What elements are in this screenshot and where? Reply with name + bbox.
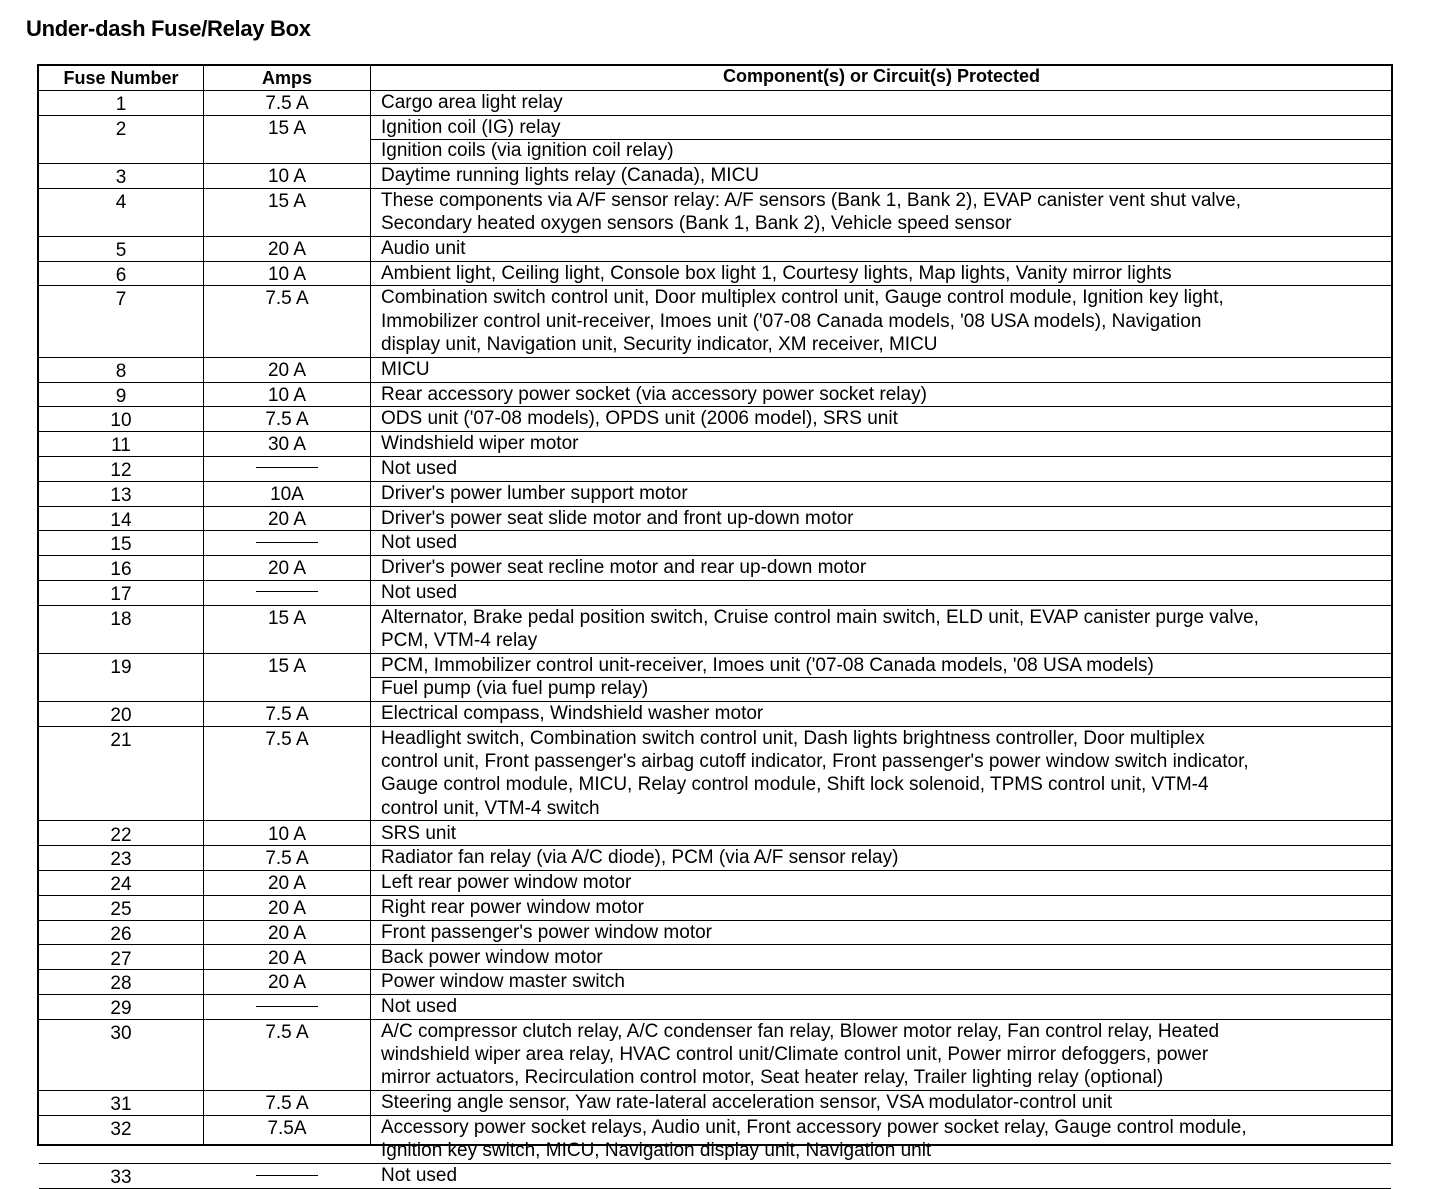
component-text: Rear accessory power socket (via accessory power socket relay) <box>381 383 927 405</box>
fuse-number: 33 <box>110 1167 132 1189</box>
component-text: SRS unit <box>381 822 456 844</box>
dash-line <box>256 591 318 592</box>
table-row <box>39 189 1391 237</box>
fuse-number: 21 <box>110 729 132 751</box>
amps-value: 7.5 A <box>265 1021 309 1043</box>
component-text: These components via A/F sensor relay: A/F sensors (Bank 1, Bank 2), EVAP canister vent shut valve, <box>381 189 1241 211</box>
table-row <box>39 995 1391 1020</box>
amps-value: 15 A <box>267 117 307 139</box>
table-row <box>39 556 1391 581</box>
amps-value: 7.5 A <box>265 704 309 725</box>
component-text: Radiator fan relay (via A/C diode), PCM (via A/F sensor relay) <box>381 847 899 869</box>
amps-value: 7.5 A <box>265 409 309 431</box>
amps-value: 20 A <box>267 558 307 580</box>
amps-value: 20 A <box>267 947 307 969</box>
fuse-number: 3 <box>115 166 127 188</box>
page-title: Under-dash Fuse/Relay Box <box>26 16 311 41</box>
dash-line <box>256 1175 318 1176</box>
fuse-number: 10 <box>110 410 132 432</box>
table-row <box>39 702 1391 727</box>
component-text: A/C compressor clutch relay, A/C condenser fan relay, Blower motor relay, Fan control relay, Heated <box>381 1020 1220 1042</box>
fuse-number: 12 <box>110 460 132 481</box>
component-text: control unit, Front passenger's airbag cutoff indicator, Front passenger's power window switch indicator, <box>381 751 1249 773</box>
table-row <box>39 383 1391 408</box>
component-text: PCM, VTM-4 relay <box>381 630 538 652</box>
component-text: windshield wiper area relay, HVAC control unit/Climate control unit, Power mirror defoggers, power <box>381 1044 1209 1066</box>
component-text: Fuel pump (via fuel pump relay) <box>381 678 649 700</box>
fuse-number: 31 <box>110 1094 132 1116</box>
fuse-number: 5 <box>115 239 127 261</box>
amps-value: 10 A <box>267 165 307 187</box>
component-text: Ignition coils (via ignition coil relay) <box>381 140 674 162</box>
component-text: Secondary heated oxygen sensors (Bank 1, Bank 2), Vehicle speed sensor <box>381 212 1012 234</box>
component-text: Not used <box>381 1165 458 1187</box>
component-text: Windshield wiper motor <box>381 433 579 455</box>
table-row <box>39 654 1391 702</box>
component-text: Headlight switch, Combination switch control unit, Dash lights brightness controller, Door multiplex <box>381 727 1205 749</box>
component-text: Driver's power seat recline motor and rear up-down motor <box>381 557 867 579</box>
component-text: Not used <box>381 582 458 603</box>
component-text: Not used <box>381 458 458 479</box>
table-row <box>39 946 1391 971</box>
unused-dash <box>203 1165 371 1188</box>
component-text: display unit, Navigation unit, Security indicator, XM receiver, MICU <box>381 333 938 355</box>
table-row <box>39 237 1391 262</box>
header-row <box>39 66 1391 91</box>
amps-value: 10 A <box>267 263 307 285</box>
amps-value: 7.5A <box>267 1118 307 1140</box>
table-row <box>39 581 1391 606</box>
amps-value: 15 A <box>267 190 307 212</box>
component-text: Combination switch control unit, Door multiplex control unit, Gauge control module, Ignition key light, <box>381 287 1224 309</box>
amps-value: 7.5 A <box>265 288 309 310</box>
component-text: Ignition key switch, MICU, Navigation display unit, Navigation unit <box>381 1140 932 1162</box>
amps-value: 15 A <box>267 655 307 677</box>
component-text: control unit, VTM-4 switch <box>381 797 600 819</box>
component-text: mirror actuators, Recirculation control motor, Seat heater relay, Trailer lighting relay (optional) <box>381 1067 1164 1089</box>
fuse-number: 20 <box>110 705 132 726</box>
table-row <box>39 507 1391 532</box>
fuse-number: 24 <box>110 874 132 896</box>
fuse-number: 27 <box>110 948 132 970</box>
dash-line <box>256 542 318 543</box>
table-row <box>39 286 1391 357</box>
fuse-number: 26 <box>110 923 132 945</box>
fuse-number: 22 <box>110 824 132 846</box>
header-fuse-number: Fuse Number <box>63 68 179 88</box>
header-amps: Amps <box>261 68 312 88</box>
fuse-number: 23 <box>110 849 132 871</box>
amps-value: 7.5 A <box>265 848 309 870</box>
component-text: Ambient light, Ceiling light, Console box light 1, Courtesy lights, Map lights, Vanity mirror lights <box>381 262 1172 284</box>
table-row <box>39 262 1391 287</box>
amps-value: 7.5 A <box>265 93 309 114</box>
component-text: Right rear power window motor <box>381 896 644 918</box>
table-row <box>39 358 1391 383</box>
component-text: Alternator, Brake pedal position switch, Cruise control main switch, ELD unit, EVAP canister purge valve, <box>381 606 1259 628</box>
table-row <box>39 407 1391 432</box>
dash-line <box>256 1006 318 1007</box>
component-text: Not used <box>381 996 458 1018</box>
table-row <box>39 1116 1391 1164</box>
component-text: Ignition coil (IG) relay <box>381 116 561 138</box>
unused-dash <box>203 458 371 481</box>
fuse-number: 13 <box>110 484 132 506</box>
table-row <box>39 116 1391 164</box>
component-text: Accessory power socket relays, Audio unit, Front accessory power socket relay, Gauge control module, <box>381 1117 1247 1139</box>
amps-value: 10 A <box>267 384 307 406</box>
unused-dash <box>203 996 371 1019</box>
fuse-number: 19 <box>110 656 132 678</box>
fuse-number: 2 <box>115 118 127 140</box>
sub-row-divider <box>370 139 1391 140</box>
fuse-number: 6 <box>115 264 127 286</box>
amps-value: 7.5 A <box>265 728 309 750</box>
fuse-number: 28 <box>110 973 132 995</box>
table-row <box>39 91 1391 116</box>
fuse-number: 30 <box>110 1022 132 1044</box>
component-text: Front passenger's power window motor <box>381 921 712 943</box>
amps-value: 20 A <box>267 922 307 944</box>
fuse-number: 14 <box>110 509 132 531</box>
component-text: Daytime running lights relay (Canada), MICU <box>381 164 760 186</box>
amps-value: 20 A <box>267 238 307 260</box>
header-components: Component(s) or Circuit(s) Protected <box>722 66 1040 86</box>
component-text: Electrical compass, Windshield washer motor <box>381 703 764 724</box>
table-row <box>39 531 1391 556</box>
component-text: PCM, Immobilizer control unit-receiver, Imoes unit ('07-08 Canada models, '08 USA models) <box>381 654 1154 676</box>
fuse-number: 18 <box>110 608 132 630</box>
amps-value: 15 A <box>267 607 307 629</box>
component-text: Gauge control module, MICU, Relay control module, Shift lock solenoid, TPMS control unit, VTM-4 <box>381 774 1209 796</box>
component-text: Not used <box>381 532 458 554</box>
amps-value: 20 A <box>267 972 307 994</box>
amps-value: 7.5 A <box>265 1093 309 1115</box>
table-row <box>39 896 1391 921</box>
table-row <box>39 871 1391 896</box>
unused-dash <box>203 532 371 555</box>
amps-value: 20 A <box>267 508 307 530</box>
fuse-number: 25 <box>110 898 132 920</box>
fuse-number: 15 <box>110 534 132 556</box>
component-text: Power window master switch <box>381 971 625 993</box>
component-text: Steering angle sensor, Yaw rate-lateral acceleration sensor, VSA modulator-control unit <box>381 1092 1113 1114</box>
table-row <box>39 164 1391 189</box>
table-row <box>39 727 1391 822</box>
dash-line <box>256 467 318 468</box>
fuse-number: 8 <box>115 360 127 382</box>
amps-value: 20 A <box>267 359 307 381</box>
fuse-number: 11 <box>111 435 131 457</box>
fuse-table <box>37 64 1393 1189</box>
table-row <box>39 970 1391 995</box>
component-text: Left rear power window motor <box>381 872 632 894</box>
fuse-number: 9 <box>115 385 127 407</box>
amps-value: 10 A <box>267 823 307 845</box>
amps-value: 20 A <box>267 897 307 919</box>
table-row <box>39 432 1391 457</box>
amps-value: 20 A <box>267 873 307 895</box>
fuse-number: 32 <box>110 1119 132 1141</box>
table-row <box>39 606 1391 654</box>
table-row <box>39 1020 1391 1091</box>
amps-value: 30 A <box>267 434 307 456</box>
fuse-number: 16 <box>110 559 132 581</box>
component-text: Audio unit <box>381 237 466 259</box>
fuse-number: 17 <box>110 584 132 605</box>
fuse-number: 29 <box>110 998 132 1020</box>
component-text: Immobilizer control unit-receiver, Imoes unit ('07-08 Canada models, '08 USA models), Navigation <box>381 310 1202 332</box>
fuse-number: 1 <box>115 94 127 115</box>
component-text: Back power window motor <box>381 946 603 968</box>
sub-row-divider <box>370 677 1391 678</box>
table-row <box>39 482 1391 507</box>
component-text: Driver's power seat slide motor and front up-down motor <box>381 507 854 529</box>
component-text: ODS unit ('07-08 models), OPDS unit (2006 model), SRS unit <box>381 408 898 430</box>
amps-value: 10A <box>270 483 304 505</box>
table-row <box>39 846 1391 871</box>
component-text: Driver's power lumber support motor <box>381 482 688 504</box>
component-text: Cargo area light relay <box>381 92 563 113</box>
component-text: MICU <box>381 358 430 380</box>
table-row <box>39 822 1391 847</box>
fuse-number: 7 <box>115 289 127 311</box>
unused-dash <box>203 582 371 605</box>
table-row <box>39 1091 1391 1116</box>
table-row <box>39 921 1391 946</box>
fuse-number: 4 <box>115 191 127 213</box>
table-row <box>39 457 1391 482</box>
